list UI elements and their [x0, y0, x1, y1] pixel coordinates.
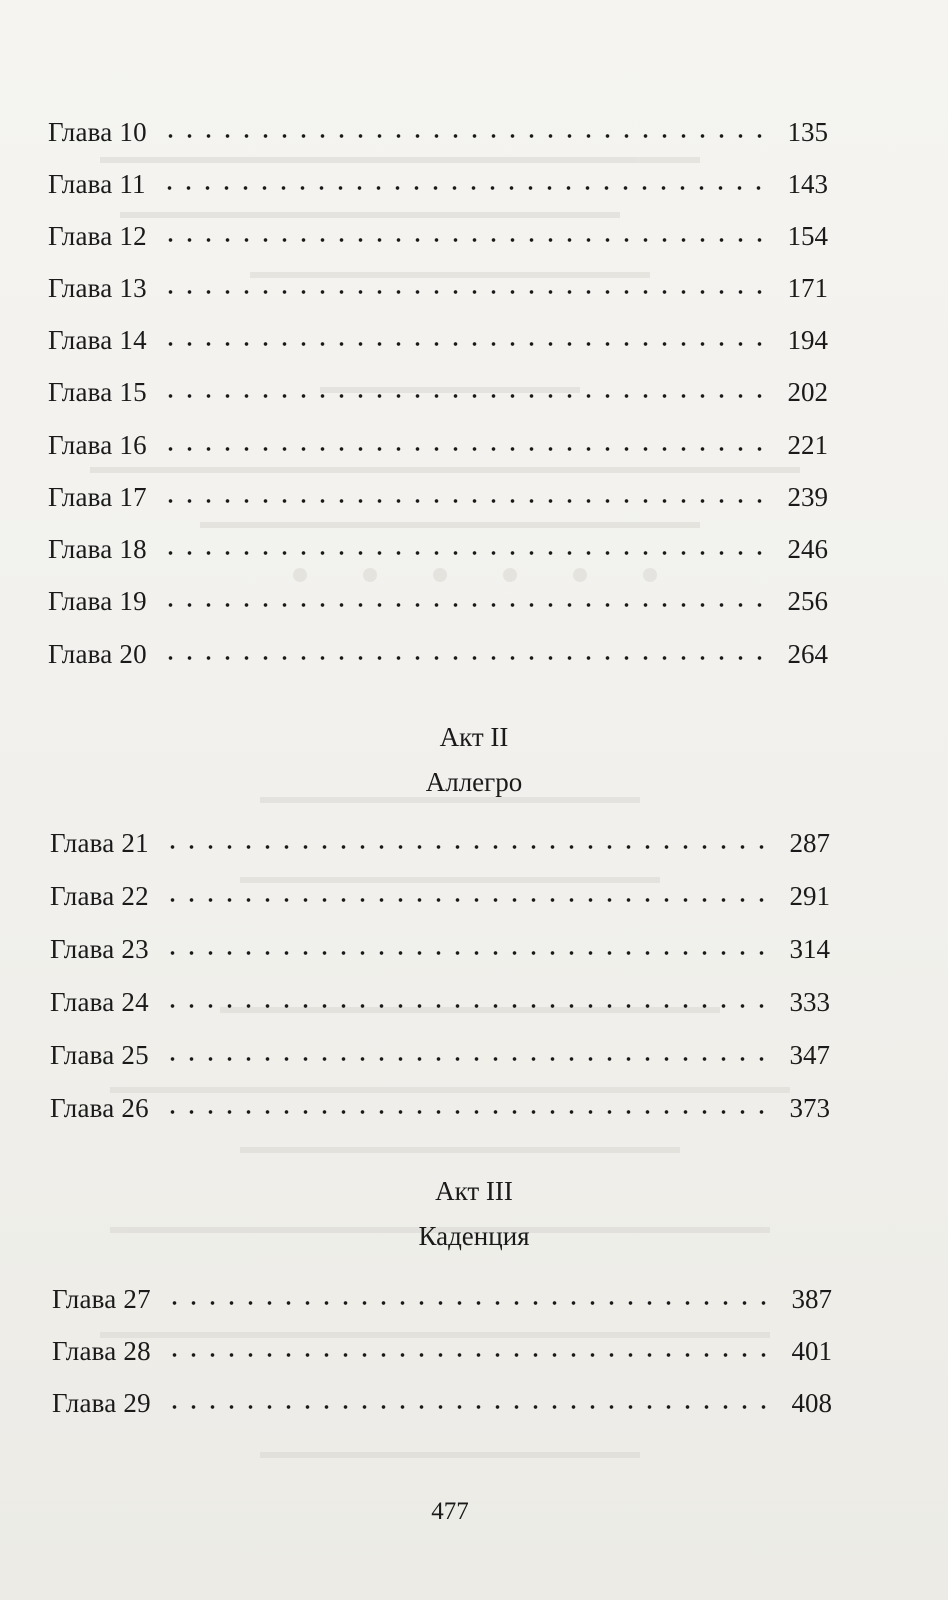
toc-page-number: 221 [787, 430, 828, 460]
toc-page-number: 333 [789, 987, 830, 1017]
toc-row [52, 1331, 832, 1371]
toc-row [48, 529, 828, 569]
toc-row [50, 1088, 830, 1128]
toc-dot-leader [161, 237, 774, 243]
toc-chapter-label: Глава 14 [48, 325, 147, 355]
folio-page-number: 477 [431, 1498, 469, 1525]
toc-row [50, 823, 830, 863]
act-number: Акт II [439, 722, 509, 752]
toc-row [48, 425, 828, 465]
act-title: Аллегро [425, 767, 523, 797]
toc-page-number: 408 [791, 1388, 832, 1418]
toc-dot-leader [161, 550, 774, 556]
toc-dot-leader [160, 185, 774, 191]
toc-dot-leader [165, 1404, 778, 1410]
toc-dot-leader [165, 1300, 778, 1306]
toc-page-number: 194 [787, 325, 828, 355]
toc-chapter-label: Глава 28 [52, 1336, 151, 1366]
toc-page-number: 291 [789, 881, 830, 911]
toc-chapter-label: Глава 12 [48, 221, 147, 251]
toc-chapter-label: Глава 22 [50, 881, 149, 911]
toc-page-number: 373 [789, 1093, 830, 1123]
toc-dot-leader [161, 602, 774, 608]
toc-row [52, 1383, 832, 1423]
toc-row [50, 1035, 830, 1075]
toc-dot-leader [161, 655, 774, 661]
toc-chapter-label: Глава 11 [48, 169, 146, 199]
toc-chapter-label: Глава 13 [48, 273, 147, 303]
toc-row [48, 268, 828, 308]
toc-row [50, 929, 830, 969]
toc-chapter-label: Глава 18 [48, 534, 147, 564]
toc-chapter-label: Глава 24 [50, 987, 149, 1017]
toc-row [48, 216, 828, 256]
toc-row [48, 112, 828, 152]
toc-dot-leader [165, 1352, 778, 1358]
toc-page-number: 154 [787, 221, 828, 251]
toc-page-number: 239 [787, 482, 828, 512]
toc-chapter-label: Глава 20 [48, 639, 147, 669]
toc-dot-leader [161, 393, 774, 399]
toc-dot-leader [163, 1109, 776, 1115]
toc-dot-leader [163, 950, 776, 956]
toc-row [52, 1279, 832, 1319]
toc-dot-leader [161, 341, 774, 347]
toc-chapter-label: Глава 16 [48, 430, 147, 460]
toc-dot-leader [163, 844, 776, 850]
toc-page-number: 314 [789, 934, 830, 964]
toc-page-number: 347 [789, 1040, 830, 1070]
toc-page-number: 135 [787, 117, 828, 147]
toc-chapter-label: Глава 15 [48, 377, 147, 407]
act-number: Акт III [435, 1176, 513, 1206]
toc-chapter-label: Глава 10 [48, 117, 147, 147]
toc-dot-leader [161, 446, 774, 452]
act-title: Каденция [418, 1221, 530, 1251]
toc-dot-leader [161, 289, 774, 295]
toc-chapter-label: Глава 26 [50, 1093, 149, 1123]
toc-dot-leader [161, 498, 774, 504]
toc-row [48, 581, 828, 621]
toc-row [48, 164, 828, 204]
toc-dot-leader [161, 133, 774, 139]
toc-page-number: 387 [791, 1284, 832, 1314]
toc-page-number: 143 [787, 169, 828, 199]
toc-chapter-label: Глава 25 [50, 1040, 149, 1070]
toc-row [50, 876, 830, 916]
toc-page-number: 264 [787, 639, 828, 669]
toc-page-number: 246 [787, 534, 828, 564]
toc-chapter-label: Глава 27 [52, 1284, 151, 1314]
toc-page-number: 256 [787, 586, 828, 616]
toc-page-number: 287 [789, 828, 830, 858]
toc-chapter-label: Глава 23 [50, 934, 149, 964]
toc-dot-leader [163, 897, 776, 903]
toc-row [48, 320, 828, 360]
toc-page-number: 171 [787, 273, 828, 303]
toc-row [48, 372, 828, 412]
toc-row [48, 477, 828, 517]
toc-row [50, 982, 830, 1022]
toc-dot-leader [163, 1056, 776, 1062]
toc-dot-leader [163, 1003, 776, 1009]
toc-chapter-label: Глава 21 [50, 828, 149, 858]
toc-page-number: 401 [791, 1336, 832, 1366]
toc-chapter-label: Глава 19 [48, 586, 147, 616]
toc-chapter-label: Глава 17 [48, 482, 147, 512]
toc-chapter-label: Глава 29 [52, 1388, 151, 1418]
toc-row [48, 634, 828, 674]
toc-page-number: 202 [787, 377, 828, 407]
